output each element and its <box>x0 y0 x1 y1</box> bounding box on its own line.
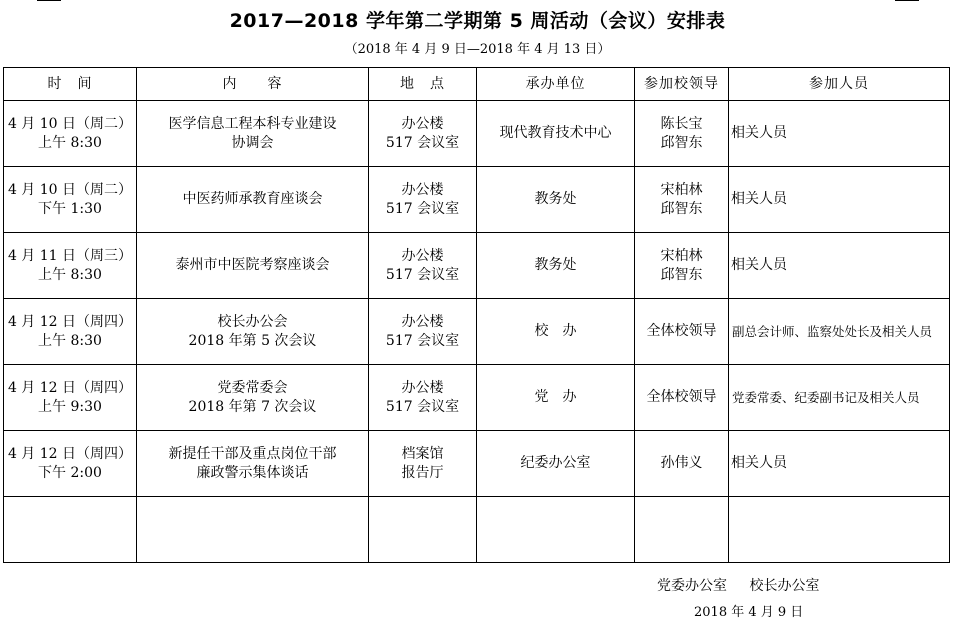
place-line: 517 会议室 <box>385 134 460 151</box>
place-line: 517 会议室 <box>385 332 460 349</box>
content-line: 新提任干部及重点岗位干部 <box>168 445 337 462</box>
people-text: 相关人员 <box>731 125 787 141</box>
content-line: 医学信息工程本科专业建设 <box>168 115 337 132</box>
date-text: 4 月 12 日（周四） <box>7 313 133 330</box>
place-line: 报告厅 <box>401 464 444 481</box>
content-cell <box>137 101 369 167</box>
header-row <box>4 68 950 101</box>
header-leaders: 参加校领导 <box>635 68 729 101</box>
date-text: 4 月 10 日（周二） <box>7 181 133 198</box>
content-line: 校长办公会 <box>217 313 288 330</box>
leader-name: 邱智东 <box>660 266 703 283</box>
time-cell <box>4 233 137 299</box>
table-row <box>4 167 950 233</box>
people-cell: 副总会计师、监察处处长及相关人员 <box>729 299 950 365</box>
place-line: 档案馆 <box>401 445 444 462</box>
table-row <box>4 233 950 299</box>
organizer-cell: 党 办 <box>477 365 635 431</box>
place-line: 办公楼 <box>401 313 444 330</box>
time-cell <box>4 299 137 365</box>
empty-cell <box>137 497 369 563</box>
people-text: 相关人员 <box>731 191 787 207</box>
place-line: 办公楼 <box>401 247 444 264</box>
place-cell <box>369 233 477 299</box>
time-cell <box>4 365 137 431</box>
header-place: 地 点 <box>369 68 477 101</box>
content-cell <box>137 233 369 299</box>
leader-name: 邱智东 <box>660 134 703 151</box>
header-people: 参加人员 <box>729 68 950 101</box>
leader-name: 孙伟义 <box>660 455 703 471</box>
empty-cell <box>477 497 635 563</box>
place-cell <box>369 299 477 365</box>
content-cell <box>137 431 369 497</box>
leader-name: 全体校领导 <box>646 389 717 405</box>
leader-name: 宋柏林 <box>660 247 703 264</box>
leader-name: 邱智东 <box>660 200 703 217</box>
empty-cell <box>729 497 950 563</box>
date-text: 4 月 12 日（周四） <box>7 445 133 462</box>
time-text: 下午 1:30 <box>38 200 102 217</box>
place-line: 517 会议室 <box>385 200 460 217</box>
time-cell <box>4 431 137 497</box>
people-cell <box>729 233 950 299</box>
empty-cell <box>4 497 137 563</box>
content-line: 廉政警示集体谈话 <box>196 464 309 481</box>
content-line: 中医药师承教育座谈会 <box>182 191 323 207</box>
content-line: 泰州市中医院考察座谈会 <box>175 257 330 273</box>
table-row <box>4 101 950 167</box>
time-cell <box>4 167 137 233</box>
leaders-cell <box>635 365 729 431</box>
table-row <box>4 365 950 431</box>
organizer-cell: 校 办 <box>477 299 635 365</box>
time-text: 上午 8:30 <box>38 332 102 349</box>
leaders-cell <box>635 233 729 299</box>
people-text: 相关人员 <box>731 257 787 273</box>
place-cell <box>369 167 477 233</box>
empty-cell <box>635 497 729 563</box>
top-border-left <box>37 0 61 1</box>
place-line: 办公楼 <box>401 181 444 198</box>
place-cell <box>369 101 477 167</box>
date-text: 4 月 11 日（周三） <box>7 247 133 264</box>
leaders-cell <box>635 101 729 167</box>
place-cell <box>369 431 477 497</box>
people-cell <box>729 431 950 497</box>
content-line: 2018 年第 7 次会议 <box>188 398 317 415</box>
leaders-cell <box>635 431 729 497</box>
time-text: 上午 9:30 <box>38 398 102 415</box>
place-line: 517 会议室 <box>385 266 460 283</box>
content-line: 协调会 <box>231 134 274 151</box>
time-text: 上午 8:30 <box>38 266 102 283</box>
header-time: 时 间 <box>4 68 137 101</box>
date-text: 4 月 12 日（周四） <box>7 379 133 396</box>
content-cell <box>137 365 369 431</box>
date-text: 4 月 10 日（周二） <box>7 115 133 132</box>
place-line: 办公楼 <box>401 379 444 396</box>
organizer-cell: 教务处 <box>477 233 635 299</box>
header-organizer: 承办单位 <box>477 68 635 101</box>
leaders-cell <box>635 167 729 233</box>
place-cell <box>369 365 477 431</box>
date-range-subtitle: （2018 年 4 月 9 日—2018 年 4 月 13 日） <box>344 42 611 57</box>
content-cell <box>137 299 369 365</box>
organizer-cell: 教务处 <box>477 167 635 233</box>
empty-cell <box>369 497 477 563</box>
content-cell <box>137 167 369 233</box>
organizer-cell: 纪委办公室 <box>477 431 635 497</box>
place-line: 办公楼 <box>401 115 444 132</box>
content-line: 2018 年第 5 次会议 <box>188 332 317 349</box>
people-text: 相关人员 <box>731 455 787 471</box>
empty-row <box>4 497 950 563</box>
time-text: 下午 2:00 <box>38 464 102 481</box>
people-cell <box>729 101 950 167</box>
people-cell <box>729 167 950 233</box>
top-border-right <box>895 0 919 1</box>
page-title: 2017—2018 学年第二学期第 5 周活动（会议）安排表 <box>229 10 726 32</box>
time-text: 上午 8:30 <box>38 134 102 151</box>
leader-name: 宋柏林 <box>660 181 703 198</box>
place-line: 517 会议室 <box>385 398 460 415</box>
content-line: 党委常委会 <box>217 379 288 396</box>
table-row <box>4 299 950 365</box>
header-content: 内 容 <box>137 68 369 101</box>
leader-name: 陈长宝 <box>660 115 703 132</box>
table-row <box>4 431 950 497</box>
leaders-cell <box>635 299 729 365</box>
time-cell <box>4 101 137 167</box>
organizer-cell: 现代教育技术中心 <box>477 101 635 167</box>
footer-date: 2018 年 4 月 9 日 <box>694 605 804 620</box>
footer-signers: 党委办公室 校长办公室 <box>657 578 820 594</box>
people-cell: 党委常委、纪委副书记及相关人员 <box>729 365 950 431</box>
leader-name: 全体校领导 <box>646 323 717 339</box>
schedule-table <box>3 67 950 563</box>
